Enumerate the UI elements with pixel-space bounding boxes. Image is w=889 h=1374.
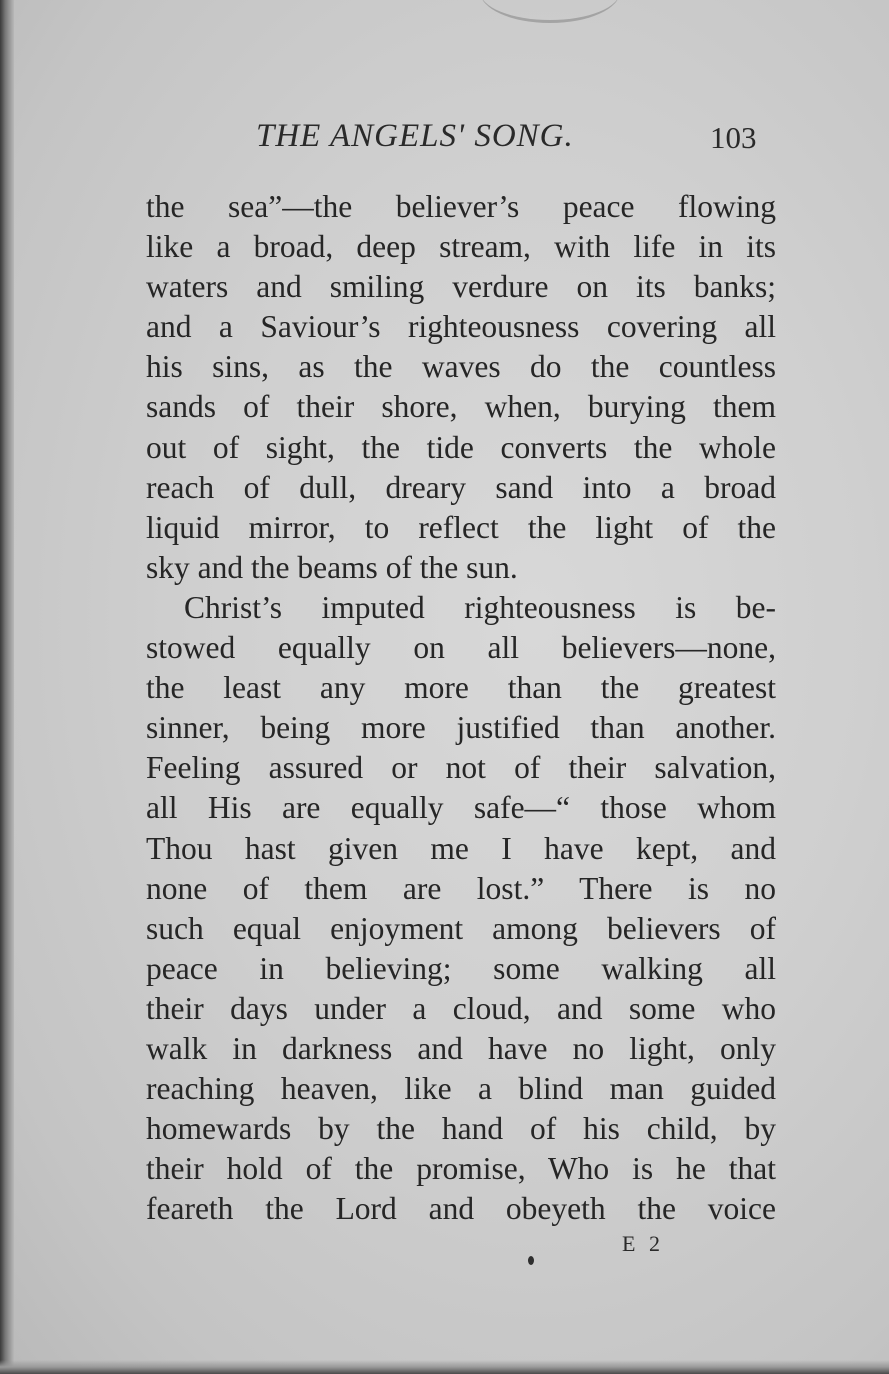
paragraph-start-line: Christ’s imputed righteousness is be- [184,589,776,625]
text-line: none of them are lost.” There is no [146,870,776,906]
text-line: sinner, being more justified than another. [146,710,776,746]
text-line: Thou hast given me I have kept, and [146,830,776,866]
text-line: sky and the beams of the sun. [146,549,518,585]
text-line: the least any more than the greatest [146,670,776,706]
page-number: 103 [710,120,757,155]
signature-mark: E 2 [622,1231,664,1256]
page-header [256,118,776,162]
text-line: feareth the Lord and obeyeth the voice [146,1191,776,1227]
text-line: sands of their shore, when, burying them [146,389,776,425]
text-line: the sea”—the believer’s peace flowing [146,189,776,224]
text-line: their days under a cloud, and some who [146,990,776,1026]
text-line: all His are equally safe—“ those whom [146,790,776,826]
page-binding-edge [0,0,14,1374]
text-line: Feeling assured or not of their salvation, [146,750,776,786]
text-line: walk in darkness and have no light, only [146,1030,776,1066]
page-bottom-edge [0,1360,889,1374]
text-line: such equal enjoyment among believers of [146,910,776,946]
text-line: like a broad, deep stream, with life in its [146,229,776,265]
text-line: homewards by the hand of his child, by [146,1111,776,1147]
text-line: out of sight, the tide converts the whole [146,429,776,465]
text-line: waters and smiling verdure on its banks; [146,269,776,305]
text-line: reaching heaven, like a blind man guided [146,1071,776,1107]
text-line: stowed equally on all believers—none, [146,630,776,666]
text-line: peace in believing; some walking all [146,950,776,986]
text-line: liquid mirror, to reflect the light of the [146,509,776,545]
text-line: reach of dull, dreary sand into a broad [146,469,776,505]
page-stain [480,0,620,23]
text-line: their hold of the promise, Who is he that [146,1151,776,1187]
running-title: THE ANGELS' SONG. [256,118,574,154]
text-line: his sins, as the waves do the countless [146,349,776,385]
text-line: and a Saviour’s righteousness covering all [146,309,776,345]
ink-speck [528,1256,534,1265]
body-text [146,187,776,1229]
